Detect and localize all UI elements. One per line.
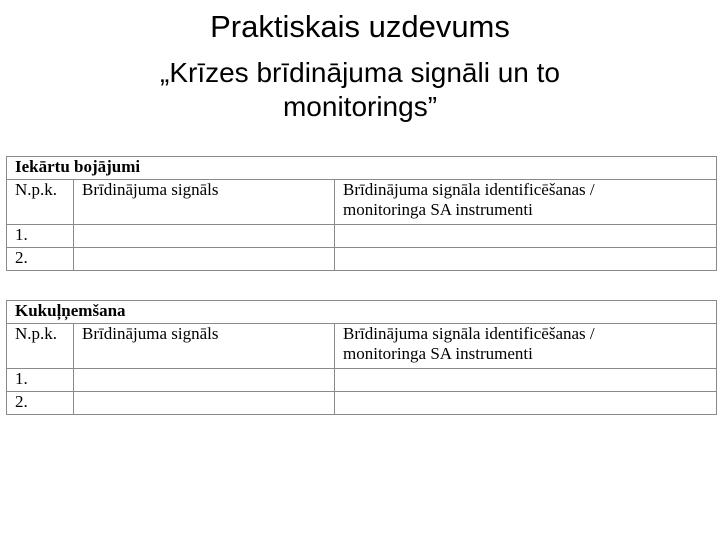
subtitle-line-2: monitorings” bbox=[282, 91, 438, 122]
table-row bbox=[7, 369, 717, 392]
header-monitoring-instruments bbox=[335, 324, 717, 369]
row-signal-cell bbox=[74, 392, 335, 415]
header-monitoring-line-2: monitoringa SA instrumenti bbox=[343, 344, 533, 363]
header-warning-signal: Brīdinājuma signāls bbox=[74, 180, 335, 225]
table-row bbox=[7, 225, 717, 248]
row-number: 2. bbox=[7, 248, 74, 271]
header-warning-signal: Brīdinājuma signāls bbox=[74, 324, 335, 369]
table-row bbox=[7, 248, 717, 271]
table-row bbox=[7, 392, 717, 415]
row-number: 1. bbox=[7, 225, 74, 248]
slide-subtitle bbox=[0, 56, 720, 124]
row-signal-cell bbox=[74, 225, 335, 248]
row-number: 1. bbox=[7, 369, 74, 392]
slide-title: Praktiskais uzdevums bbox=[210, 9, 510, 44]
header-number: N.p.k. bbox=[7, 180, 74, 225]
header-monitoring-line-1: Brīdinājuma signāla identificēšanas / bbox=[343, 180, 595, 199]
subtitle-line-1: „Krīzes brīdinājuma signāli un to bbox=[160, 57, 560, 88]
row-instrument-cell bbox=[335, 369, 717, 392]
header-monitoring-line-1: Brīdinājuma signāla identificēšanas / bbox=[343, 324, 595, 343]
row-instrument-cell bbox=[335, 225, 717, 248]
header-number: N.p.k. bbox=[7, 324, 74, 369]
header-monitoring-instruments bbox=[335, 180, 717, 225]
table-equipment-failures bbox=[6, 156, 716, 271]
header-monitoring-line-2: monitoringa SA instrumenti bbox=[343, 200, 533, 219]
row-number: 2. bbox=[7, 392, 74, 415]
section-title: Kukuļņemšana bbox=[7, 301, 717, 324]
section-title: Iekārtu bojājumi bbox=[7, 157, 717, 180]
row-instrument-cell bbox=[335, 248, 717, 271]
table-bribery bbox=[6, 300, 716, 415]
row-signal-cell bbox=[74, 369, 335, 392]
row-instrument-cell bbox=[335, 392, 717, 415]
row-signal-cell bbox=[74, 248, 335, 271]
